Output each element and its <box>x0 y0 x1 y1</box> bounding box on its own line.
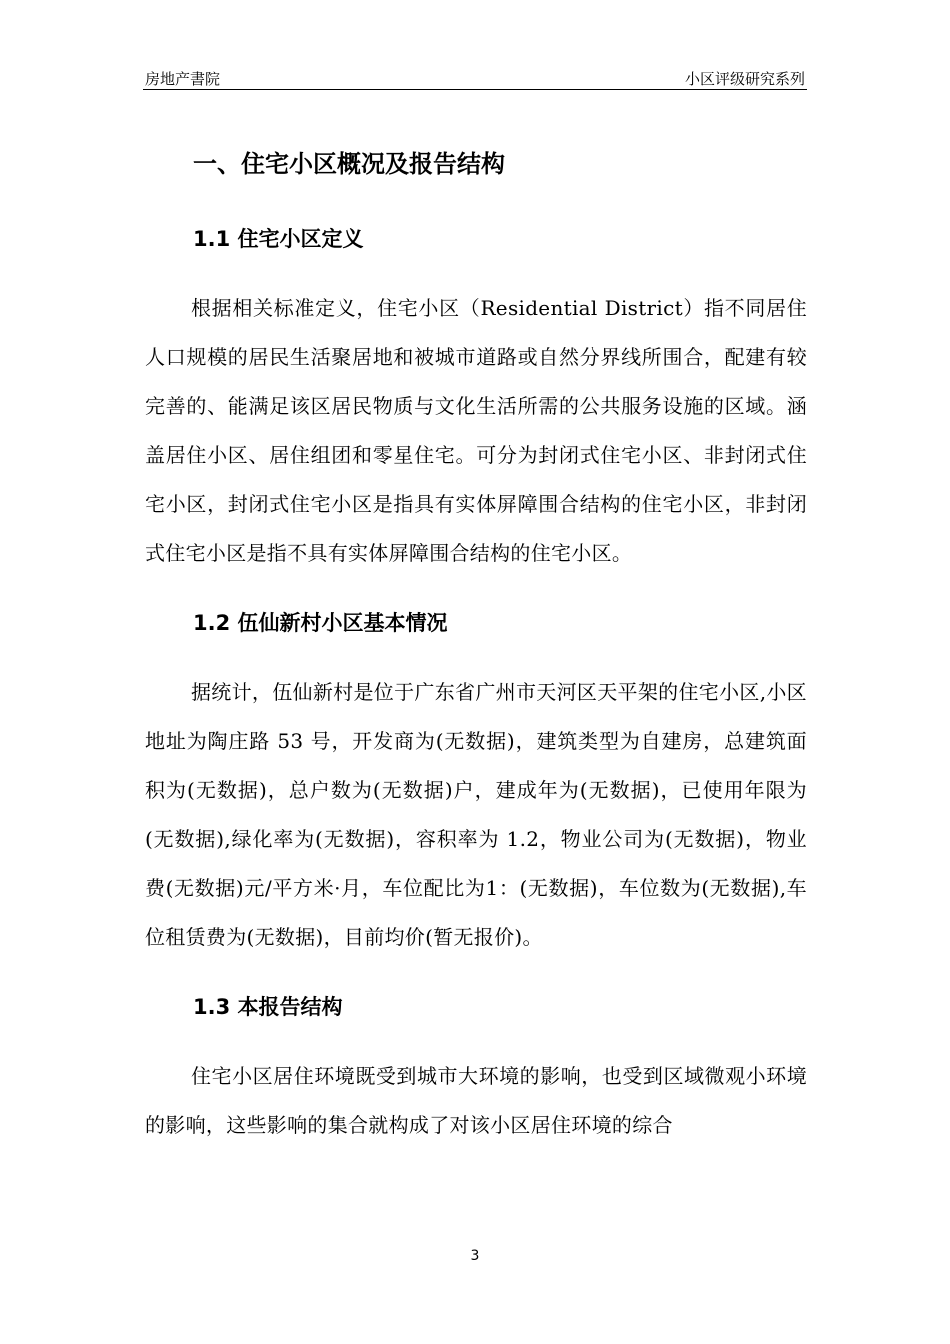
document-body <box>145 136 807 1150</box>
subsection-heading-1-3: 1.3 本报告结构 <box>193 995 343 1019</box>
paragraph-basic-info: 据统计，伍仙新村是位于广东省广州市天河区天平架的住宅小区,小区地址为陶庄路 53 号，开发商为(无数据)，建筑类型为自建房，总建筑面积为(无数据)，总户数为(无数据)户，建成年为(无数据)，已使用年限为(无数据),绿化率为(无数据)，容积率为 1.2，物业公司为(无数据)，物业费(无数据)元/平方米·月，车位配比为1：(无数据)，车位数为(无数据),车位租赁费为(无数据)，目前均价(暂无报价)。 <box>145 680 807 949</box>
subsection-heading-1-2: 1.2 伍仙新村小区基本情况 <box>193 611 448 635</box>
header-series-title: 小区评级研究系列 <box>684 70 805 88</box>
subsection-heading-1-1: 1.1 住宅小区定义 <box>193 227 364 251</box>
section-heading: 一、住宅小区概况及报告结构 <box>193 150 505 178</box>
header-divider <box>143 89 807 90</box>
paragraph-report-structure: 住宅小区居住环境既受到城市大环境的影响，也受到区域微观小环境的影响，这些影响的集合就构成了对该小区居住环境的综合 <box>145 1064 807 1137</box>
paragraph-definition: 根据相关标准定义，住宅小区（Residential District）指不同居住人口规模的居民生活聚居地和被城市道路或自然分界线所围合，配建有较完善的、能满足该区居民物质与文化生活所需的公共服务设施的区域。涵盖居住小区、居住组团和零星住宅。可分为封闭式住宅小区、非封闭式住宅小区，封闭式住宅小区是指具有实体屏障围合结构的住宅小区，非封闭式住宅小区是指不具有实体屏障围合结构的住宅小区。 <box>145 296 807 565</box>
page-number: 3 <box>470 1248 480 1264</box>
header-publisher: 房地产書院 <box>145 70 221 88</box>
